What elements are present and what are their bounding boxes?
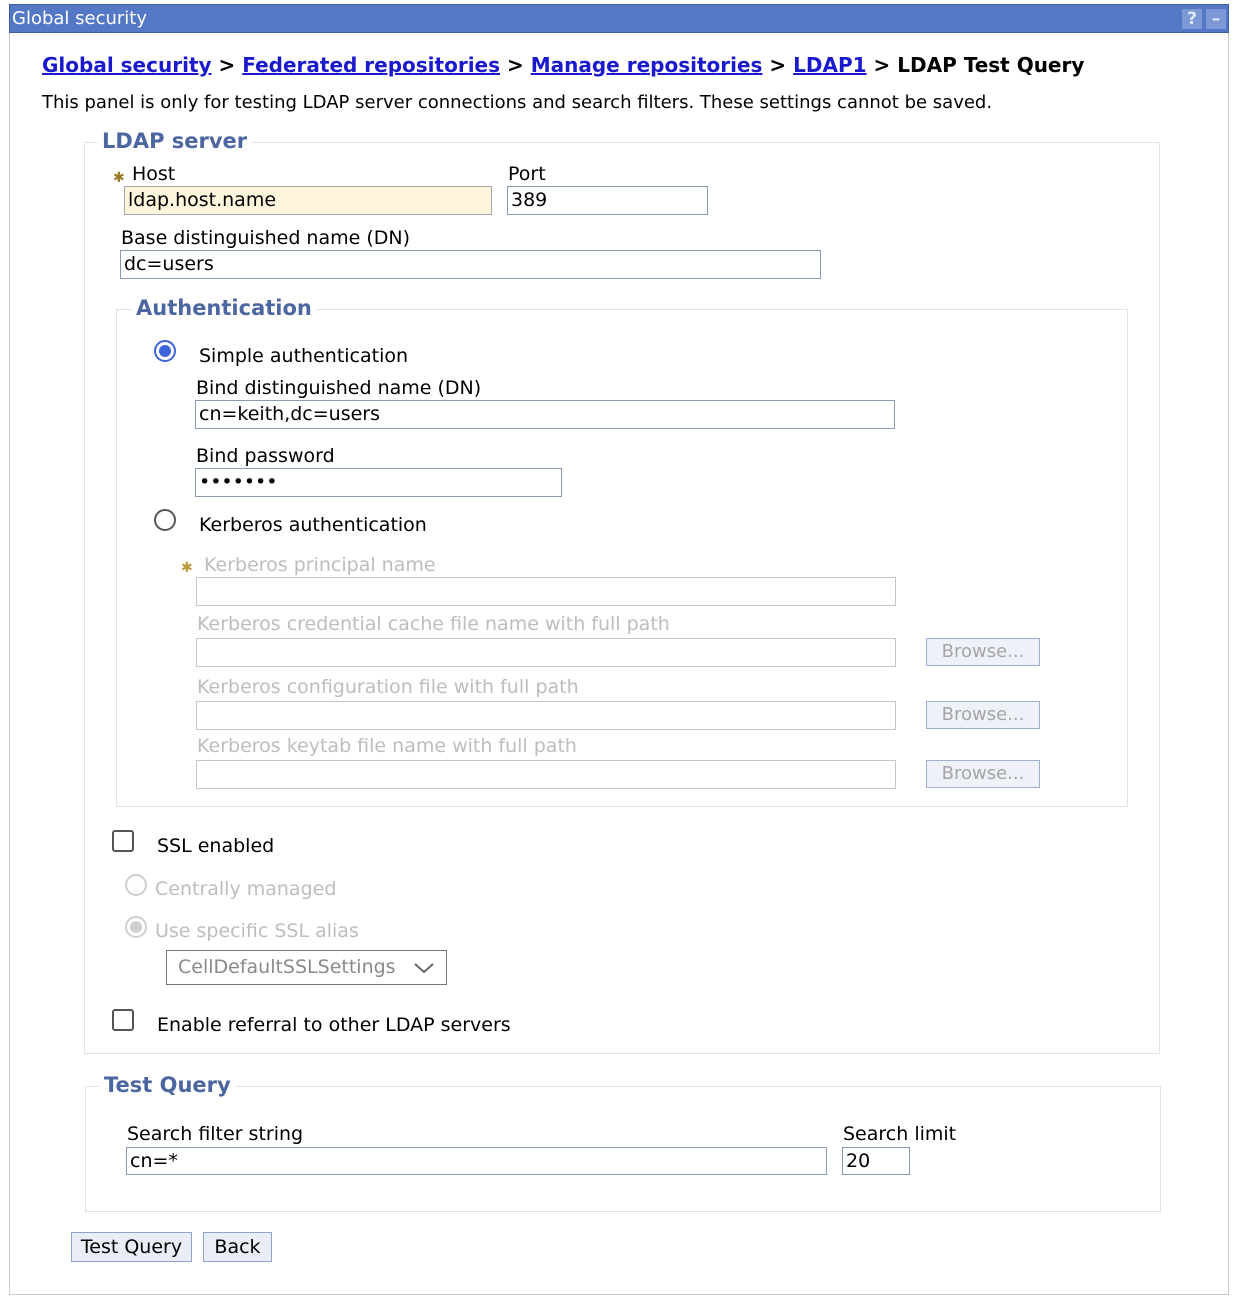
test-query-legend: Test Query bbox=[100, 1073, 235, 1097]
kerberos-auth-radio[interactable] bbox=[154, 509, 176, 531]
ssl-enabled-checkbox[interactable] bbox=[112, 830, 134, 852]
specific-ssl-alias-label: Use specific SSL alias bbox=[155, 920, 359, 942]
bind-password-label: Bind password bbox=[196, 445, 335, 467]
base-dn-input[interactable]: dc=users bbox=[120, 250, 821, 279]
kerberos-keytab-browse-button[interactable]: Browse... bbox=[926, 760, 1040, 788]
kerberos-cache-label: Kerberos credential cache file name with full path bbox=[197, 613, 670, 635]
search-limit-input[interactable]: 20 bbox=[842, 1147, 910, 1175]
search-filter-input[interactable]: cn=* bbox=[126, 1147, 827, 1175]
kerberos-config-label: Kerberos configuration file with full path bbox=[197, 676, 579, 698]
required-icon: ✱ bbox=[181, 560, 193, 576]
panel-description: This panel is only for testing LDAP server connections and search filters. These settings cannot be saved. bbox=[42, 92, 993, 113]
breadcrumb-link-federated-repositories[interactable]: Federated repositories bbox=[242, 53, 501, 77]
breadcrumb-link-manage-repositories[interactable]: Manage repositories bbox=[530, 53, 763, 77]
ldap-server-legend: LDAP server bbox=[98, 129, 251, 153]
breadcrumb-link-ldap1[interactable]: LDAP1 bbox=[793, 53, 867, 77]
host-label: Host bbox=[132, 163, 176, 185]
breadcrumb-separator: > bbox=[218, 53, 236, 77]
breadcrumb-separator: > bbox=[769, 53, 787, 77]
bind-dn-input[interactable]: cn=keith,dc=users bbox=[195, 400, 895, 429]
centrally-managed-radio[interactable] bbox=[125, 874, 147, 896]
kerberos-cache-browse-button[interactable]: Browse... bbox=[926, 638, 1040, 666]
port-input[interactable]: 389 bbox=[507, 186, 708, 215]
window-titlebar bbox=[9, 4, 1229, 33]
host-input[interactable]: ldap.host.name bbox=[124, 186, 492, 215]
search-filter-label: Search filter string bbox=[127, 1123, 304, 1145]
search-limit-label: Search limit bbox=[843, 1123, 957, 1145]
breadcrumb-separator: > bbox=[873, 53, 891, 77]
port-label: Port bbox=[508, 163, 546, 185]
specific-ssl-alias-radio[interactable] bbox=[125, 916, 147, 938]
kerberos-config-input[interactable] bbox=[196, 701, 896, 730]
authentication-legend: Authentication bbox=[132, 296, 316, 320]
ssl-enabled-label: SSL enabled bbox=[157, 835, 275, 857]
back-button[interactable]: Back bbox=[203, 1232, 272, 1262]
bind-dn-label: Bind distinguished name (DN) bbox=[196, 377, 482, 399]
minimize-icon[interactable]: – bbox=[1206, 9, 1226, 29]
kerberos-principal-label: Kerberos principal name bbox=[204, 554, 436, 576]
breadcrumb-link-global-security[interactable]: Global security bbox=[42, 53, 212, 77]
simple-auth-label: Simple authentication bbox=[199, 345, 409, 367]
base-dn-label: Base distinguished name (DN) bbox=[121, 227, 411, 249]
kerberos-config-browse-button[interactable]: Browse... bbox=[926, 701, 1040, 729]
help-icon[interactable]: ? bbox=[1182, 9, 1202, 29]
kerberos-principal-input[interactable] bbox=[196, 577, 896, 606]
kerberos-keytab-input[interactable] bbox=[196, 760, 896, 789]
centrally-managed-label: Centrally managed bbox=[155, 878, 337, 900]
breadcrumb-current: LDAP Test Query bbox=[897, 53, 1085, 77]
kerberos-auth-label: Kerberos authentication bbox=[199, 514, 427, 536]
required-icon: ✱ bbox=[113, 170, 125, 186]
bind-password-input[interactable]: ••••••• bbox=[195, 468, 562, 497]
referral-checkbox[interactable] bbox=[112, 1009, 134, 1031]
breadcrumb bbox=[42, 53, 1084, 77]
window-title: Global security bbox=[12, 8, 148, 29]
simple-auth-radio[interactable] bbox=[154, 340, 176, 362]
breadcrumb-separator: > bbox=[507, 53, 524, 77]
chevron-down-icon bbox=[414, 961, 434, 975]
ssl-alias-selected: CellDefaultSSLSettings bbox=[178, 956, 396, 978]
kerberos-cache-input[interactable] bbox=[196, 638, 896, 667]
test-query-button[interactable]: Test Query bbox=[71, 1232, 192, 1262]
ssl-alias-select[interactable] bbox=[166, 950, 447, 985]
kerberos-keytab-label: Kerberos keytab file name with full path bbox=[197, 735, 577, 757]
referral-label: Enable referral to other LDAP servers bbox=[157, 1014, 511, 1036]
